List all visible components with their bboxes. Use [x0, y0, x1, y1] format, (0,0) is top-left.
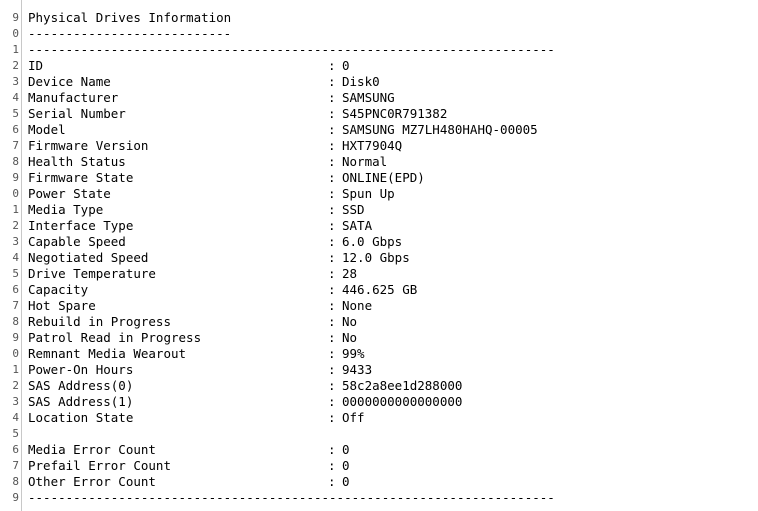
line-number: 2	[12, 219, 19, 232]
field-value: No	[342, 314, 358, 329]
field-separator: :	[328, 202, 336, 217]
field-row-health-status	[28, 154, 758, 170]
field-row-other-error-count	[28, 474, 758, 490]
field-row-capable-speed	[28, 234, 758, 250]
field-separator: :	[328, 474, 336, 489]
field-separator: :	[328, 266, 336, 281]
field-value: 9433	[342, 362, 373, 377]
field-value: 446.625 GB	[342, 282, 418, 297]
line-number: 6	[12, 283, 19, 296]
field-label: Media Error Count	[28, 442, 156, 457]
line-number: 9	[12, 171, 19, 184]
field-separator: :	[328, 122, 336, 137]
line-number: 6	[12, 443, 19, 456]
field-row-media-type	[28, 202, 758, 218]
field-value: Off	[342, 410, 365, 425]
field-value: 58c2a8ee1d288000	[342, 378, 463, 393]
field-row-rebuild-in-progress	[28, 314, 758, 330]
field-row-drive-temperature	[28, 266, 758, 282]
field-label: Serial Number	[28, 106, 126, 121]
field-label: Hot Spare	[28, 298, 96, 313]
field-row-firmware-version	[28, 138, 758, 154]
field-row-patrol-read-in-progress	[28, 330, 758, 346]
field-separator: :	[328, 458, 336, 473]
line-number: 0	[12, 187, 19, 200]
field-value: Normal	[342, 154, 388, 169]
field-row-manufacturer	[28, 90, 758, 106]
field-label: Capacity	[28, 282, 89, 297]
divider-bottom: ----------------------------------------------------------------------	[28, 490, 555, 505]
field-label: SAS Address(0)	[28, 378, 134, 393]
field-row-model	[28, 122, 758, 138]
divider-top: ----------------------------------------------------------------------	[28, 42, 555, 57]
line-number: 9	[12, 491, 19, 504]
field-separator: :	[328, 154, 336, 169]
field-separator: :	[328, 362, 336, 377]
line-number: 5	[12, 107, 19, 120]
line-number: 2	[12, 379, 19, 392]
field-value: SSD	[342, 202, 365, 217]
field-label: Model	[28, 122, 66, 137]
field-value: ONLINE(EPD)	[342, 170, 425, 185]
field-row-power-state	[28, 186, 758, 202]
line-number: 2	[12, 59, 19, 72]
field-label: ID	[28, 58, 44, 73]
field-label: Other Error Count	[28, 474, 156, 489]
field-value: 0	[342, 474, 350, 489]
field-label: Power State	[28, 186, 111, 201]
field-row-id	[28, 58, 758, 74]
field-separator: :	[328, 250, 336, 265]
field-row-prefail-error-count	[28, 458, 758, 474]
line-number: 7	[12, 139, 19, 152]
field-separator: :	[328, 394, 336, 409]
field-label: Prefail Error Count	[28, 458, 171, 473]
field-label: Device Name	[28, 74, 111, 89]
field-separator: :	[328, 346, 336, 361]
title-underline: ---------------------------	[28, 26, 232, 41]
line-number: 4	[12, 251, 19, 264]
field-row-sas-address-1	[28, 394, 758, 410]
field-value: 0	[342, 458, 350, 473]
field-label: Health Status	[28, 154, 126, 169]
field-value: SAMSUNG	[342, 90, 395, 105]
field-value: 6.0 Gbps	[342, 234, 403, 249]
line-number: 3	[12, 75, 19, 88]
field-label: Firmware Version	[28, 138, 149, 153]
field-value: 0	[342, 442, 350, 457]
field-value: 0	[342, 58, 350, 73]
field-separator: :	[328, 74, 336, 89]
field-separator: :	[328, 314, 336, 329]
field-label: Location State	[28, 410, 134, 425]
field-value: S45PNC0R791382	[342, 106, 448, 121]
field-separator: :	[328, 58, 336, 73]
line-number: 3	[12, 235, 19, 248]
field-row-remnant-media-wearout	[28, 346, 758, 362]
line-number: 5	[12, 427, 19, 440]
field-value: No	[342, 330, 358, 345]
line-number: 3	[12, 395, 19, 408]
field-separator: :	[328, 410, 336, 425]
field-value: 0000000000000000	[342, 394, 463, 409]
field-separator: :	[328, 330, 336, 345]
field-row-serial-number	[28, 106, 758, 122]
field-separator: :	[328, 170, 336, 185]
field-label: Drive Temperature	[28, 266, 156, 281]
field-separator: :	[328, 378, 336, 393]
field-separator: :	[328, 234, 336, 249]
line-number-gutter	[0, 0, 22, 511]
field-label: Rebuild in Progress	[28, 314, 171, 329]
field-separator: :	[328, 186, 336, 201]
field-label: Capable Speed	[28, 234, 126, 249]
line-number: 1	[12, 363, 19, 376]
field-value: SAMSUNG MZ7LH480HAHQ-00005	[342, 122, 538, 137]
line-number: 9	[12, 331, 19, 344]
field-separator: :	[328, 90, 336, 105]
field-row-negotiated-speed	[28, 250, 758, 266]
line-number: 8	[12, 315, 19, 328]
field-label: Firmware State	[28, 170, 134, 185]
field-label: Remnant Media Wearout	[28, 346, 187, 361]
field-separator: :	[328, 442, 336, 457]
field-separator: :	[328, 218, 336, 233]
field-separator: :	[328, 282, 336, 297]
field-row-sas-address-0	[28, 378, 758, 394]
field-label: Manufacturer	[28, 90, 119, 105]
line-number: 0	[12, 27, 19, 40]
line-number: 6	[12, 123, 19, 136]
field-row-power-on-hours	[28, 362, 758, 378]
line-number: 7	[12, 299, 19, 312]
field-label: SAS Address(1)	[28, 394, 134, 409]
field-label: Interface Type	[28, 218, 134, 233]
line-number: 9	[12, 11, 19, 24]
field-label: Power-On Hours	[28, 362, 134, 377]
line-number: 0	[12, 347, 19, 360]
field-value: SATA	[342, 218, 373, 233]
line-number: 4	[12, 91, 19, 104]
line-number: 8	[12, 155, 19, 168]
field-value: 99%	[342, 346, 365, 361]
field-value: Disk0	[342, 74, 380, 89]
line-number: 7	[12, 459, 19, 472]
drive-info-content	[22, 0, 758, 511]
line-number: 1	[12, 203, 19, 216]
field-value: Spun Up	[342, 186, 395, 201]
line-number: 8	[12, 475, 19, 488]
field-value: None	[342, 298, 373, 313]
field-row-interface-type	[28, 218, 758, 234]
line-number: 5	[12, 267, 19, 280]
field-label: Negotiated Speed	[28, 250, 149, 265]
field-value: HXT7904Q	[342, 138, 403, 153]
field-separator: :	[328, 106, 336, 121]
field-row-hot-spare	[28, 298, 758, 314]
page-title: Physical Drives Information	[28, 10, 232, 25]
field-row-device-name	[28, 74, 758, 90]
field-label: Media Type	[28, 202, 104, 217]
line-number: 4	[12, 411, 19, 424]
field-label: Patrol Read in Progress	[28, 330, 202, 345]
line-number: 1	[12, 43, 19, 56]
field-separator: :	[328, 298, 336, 313]
field-value: 12.0 Gbps	[342, 250, 410, 265]
field-value: 28	[342, 266, 358, 281]
field-separator: :	[328, 138, 336, 153]
field-row-media-error-count	[28, 442, 758, 458]
blank-line	[28, 426, 758, 442]
field-row-location-state	[28, 410, 758, 426]
field-row-firmware-state	[28, 170, 758, 186]
field-row-capacity	[28, 282, 758, 298]
